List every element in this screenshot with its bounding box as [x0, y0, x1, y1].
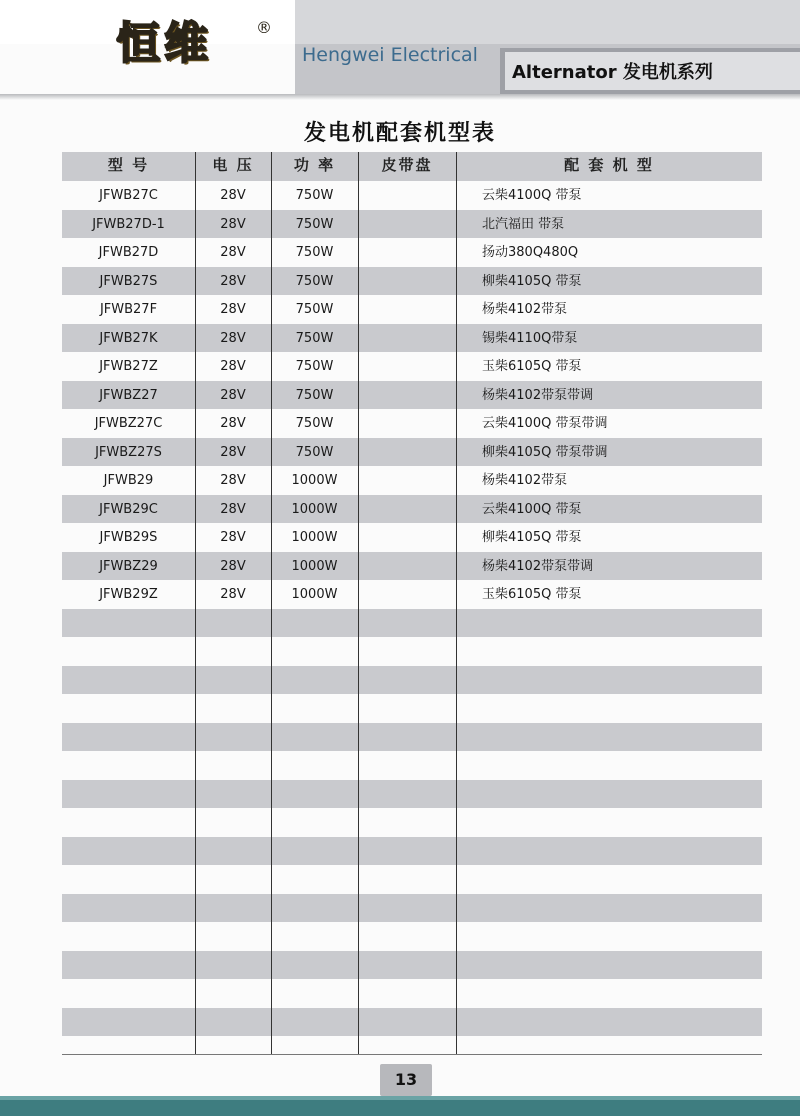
table-title: 发电机配套机型表 — [303, 121, 496, 146]
category-title: Alternator 发电机系列 — [512, 62, 713, 83]
table-row — [62, 609, 762, 638]
table-row — [62, 780, 762, 809]
col-divider — [271, 152, 272, 1055]
cell-model — [62, 808, 195, 837]
cell-pulley — [358, 324, 456, 353]
table-row — [62, 523, 762, 552]
cell-model — [62, 723, 195, 752]
cell-application — [482, 979, 762, 1008]
cell-model — [62, 1008, 195, 1037]
col-header-voltage: 电 压 — [212, 156, 254, 174]
cell-application — [482, 894, 762, 923]
cell-model: JFWB29C — [99, 501, 158, 517]
cell-pulley — [358, 381, 456, 410]
table-row — [62, 238, 762, 267]
cell-application: 杨柴4102带泵带调 — [482, 387, 594, 403]
cell-application — [482, 637, 762, 666]
cell-model — [62, 837, 195, 866]
cell-model: JFWB29S — [99, 530, 158, 545]
table-bottom-line — [62, 1054, 762, 1055]
cell-pulley — [358, 238, 456, 267]
table-row — [62, 637, 762, 666]
cell-voltage: 28V — [220, 501, 246, 517]
cell-power — [271, 780, 358, 809]
cell-power — [271, 922, 358, 951]
table-row — [62, 210, 762, 239]
cell-application — [482, 1008, 762, 1037]
cell-power: 750W — [295, 245, 334, 260]
cell-power — [271, 894, 358, 923]
cell-model — [62, 979, 195, 1008]
cell-application: 云柴4100Q 带泵 — [482, 188, 582, 203]
cell-application: 杨柴4102带泵 — [482, 473, 568, 488]
page-number-box — [380, 1064, 432, 1096]
col-header-pulley: 皮带盘 — [381, 156, 433, 174]
cell-voltage — [195, 666, 271, 695]
cell-voltage: 28V — [220, 273, 246, 289]
table-row — [62, 694, 762, 723]
cell-voltage — [195, 780, 271, 809]
cell-model — [62, 1036, 195, 1065]
cell-voltage — [195, 979, 271, 1008]
cell-power — [271, 1036, 358, 1065]
cell-pulley — [358, 922, 456, 951]
cell-voltage: 28V — [220, 330, 246, 346]
header-shadow — [0, 94, 800, 100]
cell-model — [62, 894, 195, 923]
cell-power — [271, 723, 358, 752]
cell-power: 750W — [295, 273, 334, 289]
cell-pulley — [358, 523, 456, 552]
cell-pulley — [358, 295, 456, 324]
cell-application: 扬动380Q480Q — [482, 245, 579, 260]
cell-power — [271, 808, 358, 837]
cell-power: 1000W — [291, 473, 338, 488]
cell-application — [482, 666, 762, 695]
cell-application — [482, 865, 762, 894]
cell-application: 杨柴4102带泵 — [482, 302, 568, 317]
cell-pulley — [358, 1036, 456, 1065]
cell-model: JFWB27Z — [99, 359, 158, 374]
table-row — [62, 580, 762, 609]
cell-application — [482, 837, 762, 866]
cell-power: 750W — [295, 444, 334, 460]
cell-power: 750W — [295, 330, 334, 346]
cell-power: 1000W — [291, 501, 338, 517]
col-divider — [195, 152, 196, 1055]
cell-voltage — [195, 751, 271, 780]
cell-voltage — [195, 894, 271, 923]
cell-application: 柳柴4105Q 带泵 — [482, 273, 582, 289]
cell-power — [271, 609, 358, 638]
cell-application — [482, 694, 762, 723]
cell-model: JFWB29Z — [99, 587, 158, 602]
col-divider — [456, 152, 457, 1055]
cell-model: JFWB27F — [99, 302, 158, 317]
col-header-application: 配 套 机 型 — [564, 156, 654, 174]
cell-application: 云柴4100Q 带泵 — [482, 501, 582, 517]
cell-voltage: 28V — [220, 302, 246, 317]
table-row — [62, 837, 762, 866]
cell-model: JFWBZ27C — [94, 416, 163, 431]
table-row — [62, 409, 762, 438]
cell-model: JFWB27D — [98, 245, 159, 260]
cell-voltage: 28V — [220, 245, 246, 260]
cell-pulley — [358, 780, 456, 809]
table-row — [62, 295, 762, 324]
company-logo — [58, 14, 270, 74]
cell-voltage: 28V — [220, 444, 246, 460]
cell-voltage — [195, 922, 271, 951]
cell-voltage — [195, 637, 271, 666]
cell-model — [62, 637, 195, 666]
cell-voltage: 28V — [220, 416, 246, 431]
cell-power: 750W — [295, 387, 334, 403]
table-row — [62, 381, 762, 410]
cell-power — [271, 694, 358, 723]
table-row — [62, 865, 762, 894]
cell-voltage: 28V — [220, 530, 246, 545]
cell-voltage: 28V — [220, 587, 246, 602]
cell-power: 750W — [295, 216, 334, 232]
cell-application — [482, 609, 762, 638]
footer-bar-highlight — [0, 1096, 800, 1100]
cell-model: JFWB27C — [99, 188, 158, 203]
cell-power: 1000W — [291, 558, 338, 574]
cell-voltage — [195, 609, 271, 638]
table-row — [62, 267, 762, 296]
cell-pulley — [358, 808, 456, 837]
col-header-model: 型 号 — [107, 156, 150, 174]
cell-voltage: 28V — [220, 359, 246, 374]
table-row — [62, 808, 762, 837]
cell-application: 玉柴6105Q 带泵 — [482, 359, 582, 374]
cell-pulley — [358, 181, 456, 210]
cell-pulley — [358, 894, 456, 923]
cell-power — [271, 865, 358, 894]
page-number: 13 — [394, 1070, 418, 1089]
cell-model: JFWB27S — [99, 273, 158, 289]
registered-mark: ® — [256, 18, 272, 37]
cell-model: JFWB27K — [99, 330, 158, 346]
cell-power — [271, 837, 358, 866]
cell-power — [271, 637, 358, 666]
cell-application — [482, 751, 762, 780]
cell-pulley — [358, 466, 456, 495]
cell-power: 750W — [295, 359, 334, 374]
cell-voltage: 28V — [220, 387, 246, 403]
cell-model — [62, 865, 195, 894]
cell-pulley — [358, 580, 456, 609]
cell-pulley — [358, 609, 456, 638]
table-row — [62, 1008, 762, 1037]
cell-voltage: 28V — [220, 188, 246, 203]
cell-power — [271, 1008, 358, 1037]
cell-voltage — [195, 723, 271, 752]
cell-pulley — [358, 666, 456, 695]
table-row — [62, 723, 762, 752]
cell-voltage — [195, 1008, 271, 1037]
table-row — [62, 438, 762, 467]
table-row — [62, 466, 762, 495]
cell-model — [62, 922, 195, 951]
cell-application: 柳柴4105Q 带泵带调 — [482, 444, 608, 460]
cell-pulley — [358, 751, 456, 780]
table-row — [62, 352, 762, 381]
cell-power — [271, 666, 358, 695]
cell-application — [482, 780, 762, 809]
cell-power: 750W — [295, 416, 334, 431]
cell-pulley — [358, 1008, 456, 1037]
cell-power — [271, 951, 358, 980]
table-row — [62, 1036, 762, 1065]
cell-pulley — [358, 495, 456, 524]
cell-model: JFWBZ27S — [95, 444, 162, 460]
cell-model: JFWBZ27 — [99, 387, 158, 403]
cell-model — [62, 751, 195, 780]
table-row — [62, 324, 762, 353]
cell-application — [482, 951, 762, 980]
cell-power: 1000W — [291, 530, 338, 545]
col-divider — [358, 152, 359, 1055]
cell-model — [62, 780, 195, 809]
cell-power: 750W — [295, 188, 334, 203]
company-name-en: Hengwei Electrical — [302, 44, 478, 66]
table-row — [62, 751, 762, 780]
cell-model: JFWB29 — [103, 473, 154, 488]
cell-application — [482, 922, 762, 951]
cell-pulley — [358, 979, 456, 1008]
cell-model: JFWB27D-1 — [92, 216, 165, 232]
table-row — [62, 922, 762, 951]
cell-pulley — [358, 267, 456, 296]
cell-pulley — [358, 694, 456, 723]
cell-pulley — [358, 951, 456, 980]
cell-voltage: 28V — [220, 558, 246, 574]
cell-pulley — [358, 637, 456, 666]
cell-voltage — [195, 865, 271, 894]
cell-application: 杨柴4102带泵带调 — [482, 558, 594, 574]
table-row — [62, 979, 762, 1008]
cell-application: 北汽福田 带泵 — [482, 216, 565, 232]
cell-power: 1000W — [291, 587, 338, 602]
cell-pulley — [358, 210, 456, 239]
cell-voltage: 28V — [220, 216, 246, 232]
cell-pulley — [358, 352, 456, 381]
cell-application: 玉柴6105Q 带泵 — [482, 587, 582, 602]
table-row — [62, 894, 762, 923]
cell-voltage — [195, 808, 271, 837]
cell-pulley — [358, 837, 456, 866]
cell-power — [271, 751, 358, 780]
cell-model — [62, 951, 195, 980]
cell-power: 750W — [295, 302, 334, 317]
table-row — [62, 951, 762, 980]
cell-voltage: 28V — [220, 473, 246, 488]
cell-model: JFWBZ29 — [99, 558, 158, 574]
cell-voltage — [195, 837, 271, 866]
cell-pulley — [358, 865, 456, 894]
cell-power — [271, 979, 358, 1008]
cell-voltage — [195, 951, 271, 980]
logo-text: 恒维 — [116, 18, 212, 69]
cell-pulley — [358, 552, 456, 581]
cell-application — [482, 723, 762, 752]
cell-application — [482, 808, 762, 837]
cell-pulley — [358, 409, 456, 438]
cell-voltage — [195, 694, 271, 723]
model-table — [62, 152, 762, 1055]
header-top-grey-band — [295, 0, 800, 44]
col-header-power: 功 率 — [293, 156, 336, 174]
cell-application — [482, 1036, 762, 1065]
table-header — [62, 152, 762, 181]
table-row — [62, 666, 762, 695]
cell-model — [62, 666, 195, 695]
cell-voltage — [195, 1036, 271, 1065]
cell-application: 云柴4100Q 带泵带调 — [482, 416, 608, 431]
cell-model — [62, 609, 195, 638]
table-row — [62, 495, 762, 524]
table-row — [62, 552, 762, 581]
table-row — [62, 181, 762, 210]
cell-pulley — [358, 723, 456, 752]
cell-application: 柳柴4105Q 带泵 — [482, 530, 582, 545]
cell-model — [62, 694, 195, 723]
cell-application: 锡柴4110Q带泵 — [482, 330, 578, 346]
cell-pulley — [358, 438, 456, 467]
